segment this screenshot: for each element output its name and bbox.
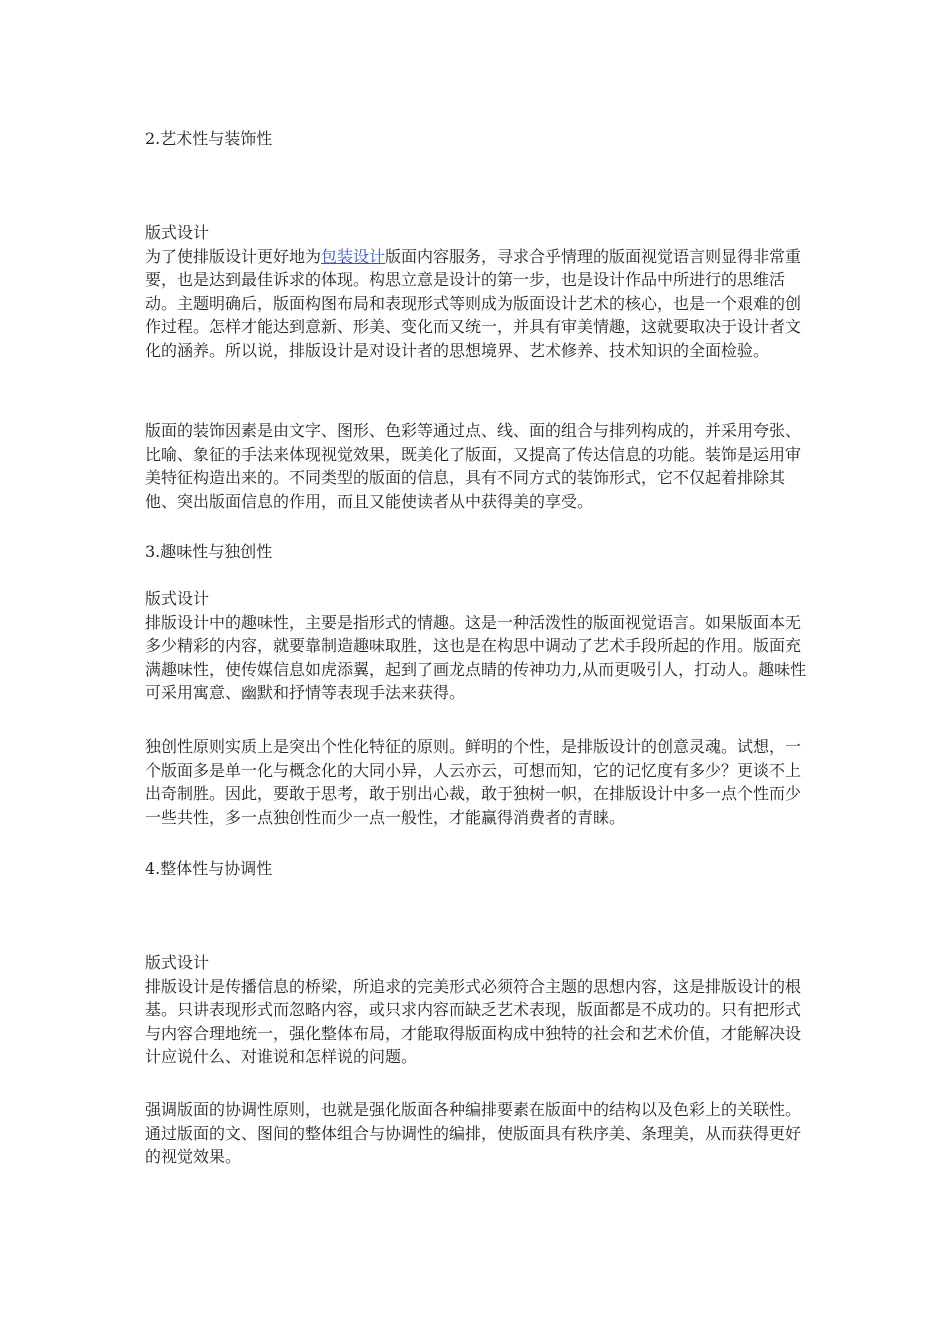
section-heading-2: 2.艺术性与装饰性 [145,129,273,148]
paragraph-text-before-link: 为了使排版设计更好地为 [145,246,322,266]
paragraph-body: 独创性原则实质上是突出个性化特征的原则。鲜明的个性，是排版设计的创意灵魂。试想，一个版面多是单一化与概念化的大同小异，人云亦云，可想而知，它的记忆度有多少？更谈不上出奇制胜。因此，要敢于思考，敢于别出心裁，敢于独树一帜，在排版设计中多一点个性而少一些共性，多一点独创性而少一点一般性，才能赢得消费者的青睐。 [145,737,802,827]
paragraph-block-4 [145,735,807,829]
paragraph-block-5 [145,951,807,1069]
paragraph-body: 强调版面的协调性原则，也就是强化版面各种编排要素在版面中的结构以及色彩上的关联性。通过版面的文、图间的整体组合与协调性的编排，使版面具有秩序美、条理美，从而获得更好的视觉效果。 [145,1100,802,1166]
paragraph-block-1 [145,221,807,362]
section-heading-3: 3.趣味性与独创性 [145,542,273,561]
packaging-design-link[interactable]: 包装设计 [321,246,386,266]
section-heading-4: 4.整体性与协调性 [145,859,273,878]
paragraph-label: 版式设计 [145,953,210,972]
paragraph-block-3 [145,587,807,705]
paragraph-body: 版面的装饰因素是由文字、图形、色彩等通过点、线、面的组合与排列构成的，并采用夸张、比喻、象征的手法来体现视觉效果，既美化了版面，又提高了传达信息的功能。装饰是运用审美特征构造出来的。不同类型的版面的信息，具有不同方式的装饰形式，它不仅起着排除其他、突出版面信息的作用，而且又能使读者从中获得美的享受。 [145,421,802,511]
paragraph-block-6 [145,1098,807,1169]
paragraph-body: 排版设计中的趣味性，主要是指形式的情趣。这是一种活泼性的版面视觉语言。如果版面本无多少精彩的内容，就要靠制造趣味取胜，这也是在构思中调动了艺术手段所起的作用。版面充满趣味性，使传媒信息如虎添翼，起到了画龙点睛的传神功力,从而更吸引人，打动人。趣味性可采用寓意、幽默和抒情等表现手法来获得。 [145,612,807,702]
paragraph-body: 排版设计是传播信息的桥梁，所追求的完美形式必须符合主题的思想内容，这是排版设计的根基。只讲表现形式而忽略内容，或只求内容而缺乏艺术表现，版面都是不成功的。只有把形式与内容合理地统一，强化整体布局，才能取得版面构成中独特的社会和艺术价值，才能解决设计应说什么、对谁说和怎样说的问题。 [145,976,802,1066]
paragraph-label: 版式设计 [145,223,210,242]
paragraph-body [145,245,807,363]
paragraph-label: 版式设计 [145,589,210,608]
paragraph-text-after-link: 版面内容服务，寻求合乎情理的版面视觉语言则显得非常重要，也是达到最佳诉求的体现。构思立意是设计的第一步，也是设计作品中所进行的思维活动。主题明确后，版面构图布局和表现形式等则成为版面设计艺术的核心，也是一个艰难的创作过程。怎样才能达到意新、形美、变化而又统一，并具有审美情趣，这就要取决于设计者文化的涵养。所以说，排版设计是对设计者的思想境界、艺术修养、技术知识的全面检验。 [145,246,802,360]
paragraph-block-2 [145,419,807,513]
